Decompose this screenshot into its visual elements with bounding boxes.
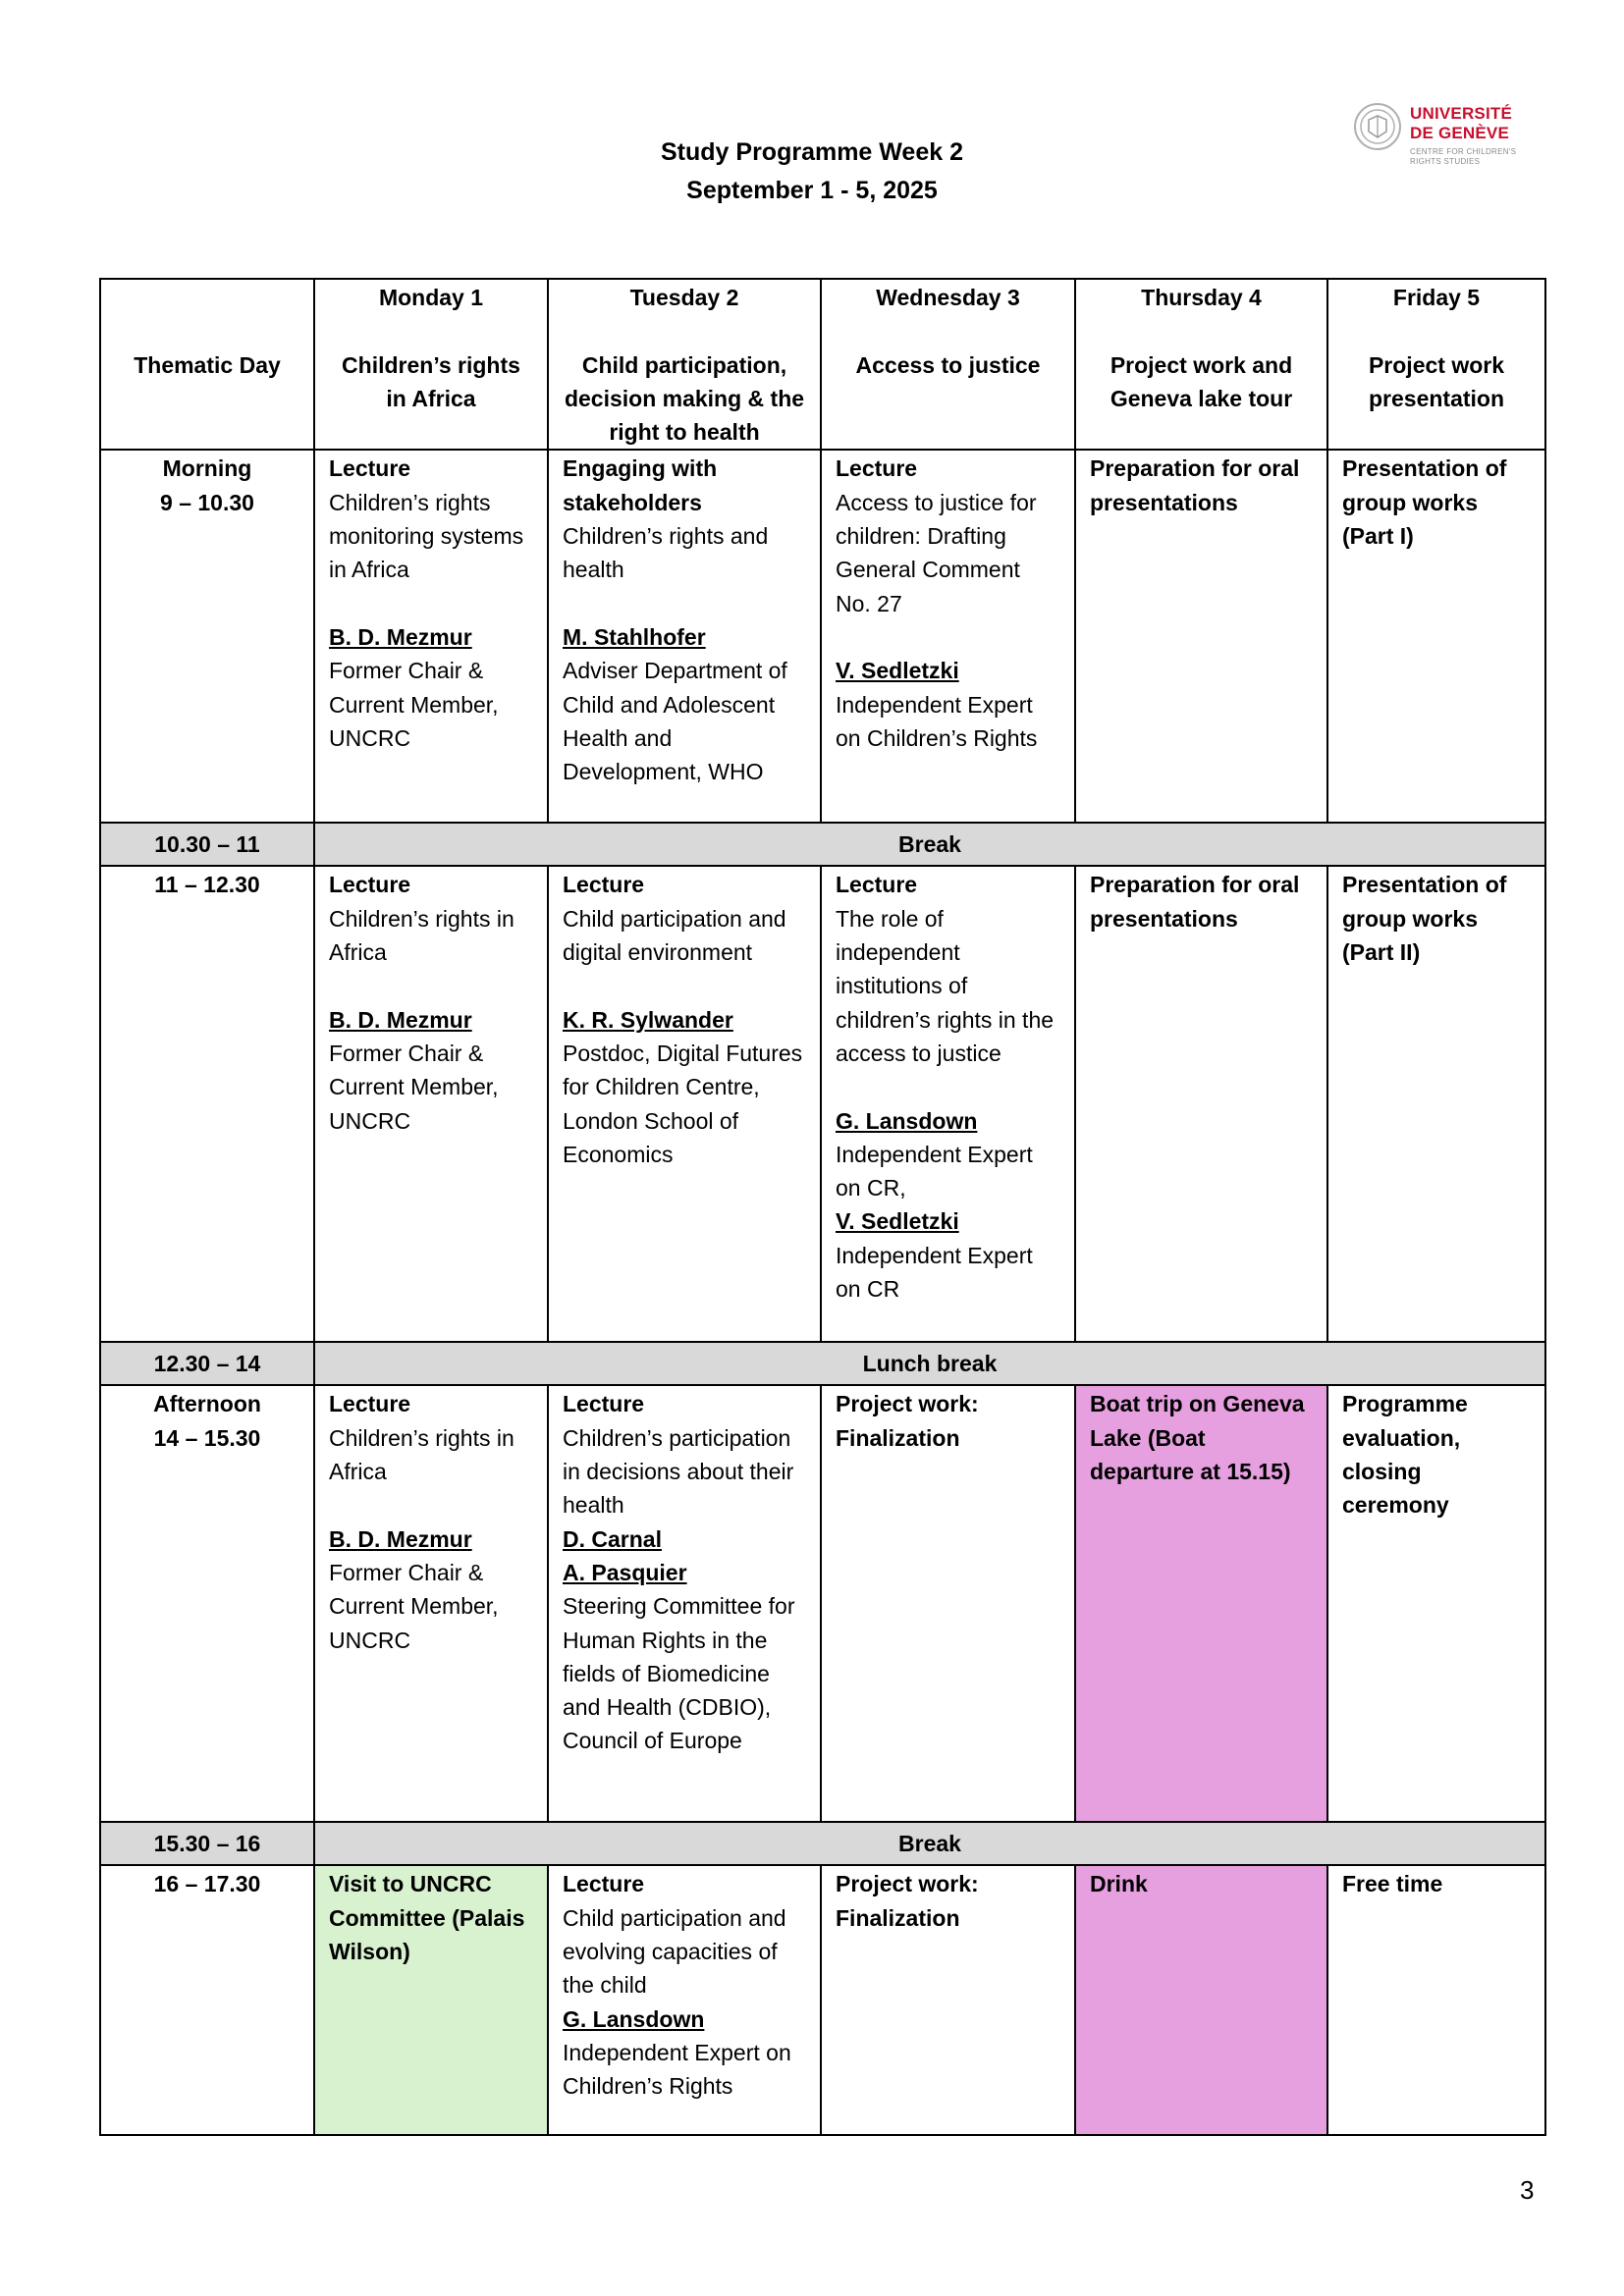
time-break-2: 15.30 – 16 bbox=[100, 1822, 314, 1865]
schedule-table bbox=[99, 278, 1546, 2136]
afternoon-wednesday: Project work: Finalization bbox=[821, 1385, 1075, 1822]
morning-wednesday: Lecture Access to justice for children: Drafting General Comment No. 27 V. Sedletzki Independent Expert on Children’s Rights bbox=[821, 450, 1075, 823]
lunch-row bbox=[100, 1342, 1545, 1385]
time-late-afternoon: 16 – 17.30 bbox=[100, 1865, 314, 2135]
morning-friday: Presentation of group works (Part I) bbox=[1327, 450, 1545, 823]
header-tuesday: Tuesday 2 Child participation, decision making & the right to health bbox=[548, 279, 821, 450]
late-afternoon-thursday: Drink bbox=[1075, 1865, 1327, 2135]
speaker-name: B. D. Mezmur bbox=[329, 1525, 472, 1552]
time-break-1: 10.30 – 11 bbox=[100, 823, 314, 866]
speaker-name: G. Lansdown bbox=[563, 2005, 705, 2032]
late-morning-friday: Presentation of group works (Part II) bbox=[1327, 866, 1545, 1342]
logo-university-name: UNIVERSITÉ DE GENÈVE bbox=[1410, 104, 1513, 142]
afternoon-thursday: Boat trip on Geneva Lake (Boat departure at 15.15) bbox=[1075, 1385, 1327, 1822]
break-row-2 bbox=[100, 1822, 1545, 1865]
afternoon-friday: Programme evaluation, closing ceremony bbox=[1327, 1385, 1545, 1822]
speaker-name: D. Carnal bbox=[563, 1525, 662, 1552]
time-late-morning: 11 – 12.30 bbox=[100, 866, 314, 1342]
time-afternoon: Afternoon 14 – 15.30 bbox=[100, 1385, 314, 1822]
speaker-name: M. Stahlhofer bbox=[563, 623, 706, 650]
time-lunch: 12.30 – 14 bbox=[100, 1342, 314, 1385]
afternoon-tuesday: Lecture Children’s participation in decisions about their health D. Carnal A. Pasquier Steering Committee for Human Rights in the fields of Biomedicine and Health (CDBIO), Council of Europe bbox=[548, 1385, 821, 1822]
speaker-name: K. R. Sylwander bbox=[563, 1006, 733, 1033]
afternoon-row bbox=[100, 1385, 1545, 1822]
thematic-day-label: Thematic Day bbox=[100, 279, 314, 450]
header-row bbox=[100, 279, 1545, 450]
late-afternoon-monday: Visit to UNCRC Committee (Palais Wilson) bbox=[314, 1865, 548, 2135]
header-thursday: Thursday 4 Project work and Geneva lake tour bbox=[1075, 279, 1327, 450]
late-morning-wednesday: Lecture The role of independent institutions of children’s rights in the access to justice G. Lansdown Independent Expert on CR, V. Sedletzki Independent Expert on CR bbox=[821, 866, 1075, 1342]
break-label-2: Break bbox=[314, 1822, 1545, 1865]
page-number: 3 bbox=[1520, 2175, 1535, 2205]
morning-monday: Lecture Children’s rights monitoring systems in Africa B. D. Mezmur Former Chair & Current Member, UNCRC bbox=[314, 450, 548, 823]
time-morning: Morning 9 – 10.30 bbox=[100, 450, 314, 823]
late-afternoon-tuesday: Lecture Child participation and evolving capacities of the child G. Lansdown Independent Expert on Children’s Rights bbox=[548, 1865, 821, 2135]
afternoon-monday: Lecture Children’s rights in Africa B. D. Mezmur Former Chair & Current Member, UNCRC bbox=[314, 1385, 548, 1822]
late-afternoon-row bbox=[100, 1865, 1545, 2135]
morning-tuesday: Engaging with stakeholders Children’s rights and health M. Stahlhofer Adviser Department of Child and Adolescent Health and Development, WHO bbox=[548, 450, 821, 823]
header-monday: Monday 1 Children’s rights in Africa bbox=[314, 279, 548, 450]
late-morning-row bbox=[100, 866, 1545, 1342]
lunch-label: Lunch break bbox=[314, 1342, 1545, 1385]
speaker-name: V. Sedletzki bbox=[836, 1208, 959, 1235]
title-line-1: Study Programme Week 2 bbox=[661, 138, 963, 166]
logo-centre-name: CENTRE FOR CHILDREN'S RIGHTS STUDIES bbox=[1410, 147, 1517, 166]
speaker-name: B. D. Mezmur bbox=[329, 1006, 472, 1033]
header-friday: Friday 5 Project work presentation bbox=[1327, 279, 1545, 450]
header-wednesday: Wednesday 3 Access to justice bbox=[821, 279, 1075, 450]
late-morning-monday: Lecture Children’s rights in Africa B. D. Mezmur Former Chair & Current Member, UNCRC bbox=[314, 866, 548, 1342]
speaker-name: B. D. Mezmur bbox=[329, 623, 472, 650]
title-line-2: September 1 - 5, 2025 bbox=[686, 177, 938, 204]
late-morning-thursday: Preparation for oral presentations bbox=[1075, 866, 1327, 1342]
late-morning-tuesday: Lecture Child participation and digital environment K. R. Sylwander Postdoc, Digital Futures for Children Centre, London School of Economics bbox=[548, 866, 821, 1342]
speaker-name: A. Pasquier bbox=[563, 1559, 687, 1585]
speaker-name: G. Lansdown bbox=[836, 1107, 978, 1134]
late-afternoon-wednesday: Project work: Finalization bbox=[821, 1865, 1075, 2135]
break-label-1: Break bbox=[314, 823, 1545, 866]
morning-row bbox=[100, 450, 1545, 823]
morning-thursday: Preparation for oral presentations bbox=[1075, 450, 1327, 823]
break-row-1 bbox=[100, 823, 1545, 866]
speaker-name: V. Sedletzki bbox=[836, 658, 959, 684]
late-afternoon-friday: Free time bbox=[1327, 1865, 1545, 2135]
page-title bbox=[0, 133, 1624, 210]
